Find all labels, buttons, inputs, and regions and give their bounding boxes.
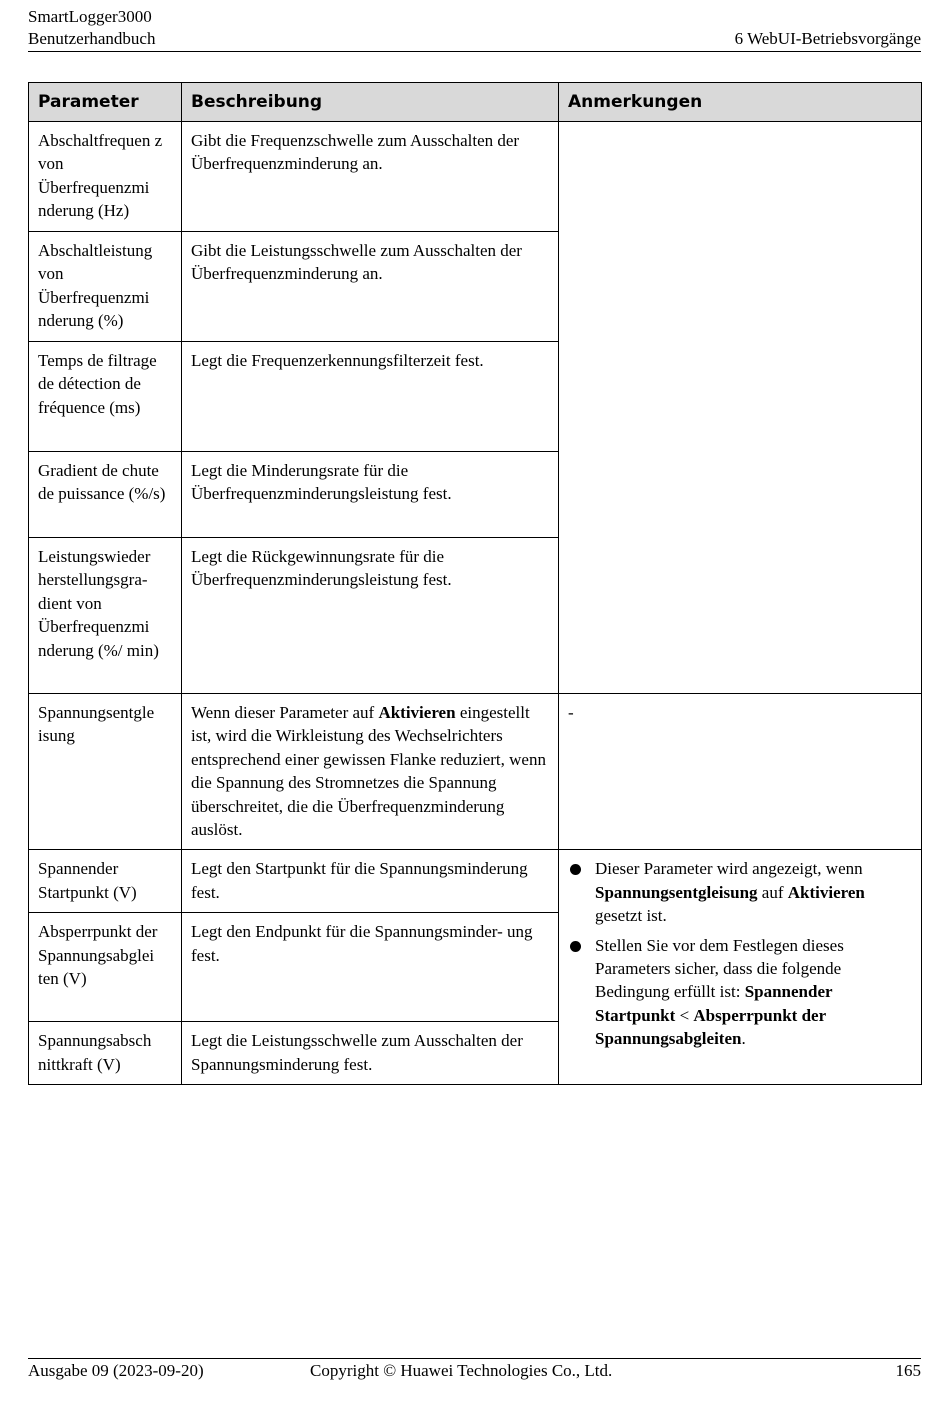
remarks-bullet: Stellen Sie vor dem Festlegen dieses Parameters sicher, dass die folgende Bedingung erfüllt ist: Spannender Startpunkt < Absperrpunkt der Spannungsabgleiten. — [568, 934, 912, 1051]
bullet-dot-icon — [570, 941, 581, 952]
remarks-cell-empty — [559, 122, 922, 694]
description-cell: Legt die Minderungsrate für die Überfrequenzminderungsleistung fest. — [182, 452, 559, 538]
description-cell: Legt den Startpunkt für die Spannungsminderung fest. — [182, 850, 559, 913]
remarks-cell: - — [559, 694, 922, 850]
parameter-cell: Spannungsabsch nittkraft (V) — [29, 1022, 182, 1085]
parameter-cell: Abschaltleistung von Überfrequenzmi nderung (%) — [29, 232, 182, 342]
edition-label: Ausgabe 09 (2023-09-20) — [28, 1361, 204, 1380]
parameter-cell: Gradient de chute de puissance (%/s) — [29, 452, 182, 538]
column-header-parameter: Parameter — [29, 83, 182, 122]
remarks-bullet-list — [568, 857, 912, 1050]
description-cell: Legt die Rückgewinnungsrate für die Überfrequenzminderungsleistung fest. — [182, 538, 559, 694]
description-keyword: Aktivieren — [378, 703, 456, 722]
table-row — [29, 850, 922, 913]
bullet-dot-icon — [570, 864, 581, 875]
parameter-cell: Leistungswieder herstellungsgra- dient von Überfrequenzmi nderung (%/ min) — [29, 538, 182, 694]
parameter-cell: Temps de filtrage de détection de fréquence (ms) — [29, 342, 182, 452]
description-cell: Legt die Leistungsschwelle zum Ausschalten der Spannungsminderung fest. — [182, 1022, 559, 1085]
copyright-label: Copyright © Huawei Technologies Co., Ltd. — [310, 1361, 613, 1380]
table-header-row — [29, 83, 922, 122]
parameter-cell: Abschaltfrequen z von Überfrequenzmi nderung (Hz) — [29, 122, 182, 232]
parameter-cell: Spannungsentgle isung — [29, 694, 182, 850]
column-header-remarks: Anmerkungen — [559, 83, 922, 122]
remarks-bullet: Dieser Parameter wird angezeigt, wenn Spannungsentgleisung auf Aktivieren gesetzt ist. — [568, 857, 912, 927]
description-cell: Gibt die Leistungsschwelle zum Ausschalten der Überfrequenzminderung an. — [182, 232, 559, 342]
running-header-left — [28, 6, 155, 50]
description-cell: Legt die Frequenzerkennungsfilterzeit fest. — [182, 342, 559, 452]
description-text: Wenn dieser Parameter auf — [191, 703, 379, 722]
remarks-cell-voltage — [559, 850, 922, 1085]
footer-divider — [28, 1358, 921, 1359]
column-header-description: Beschreibung — [182, 83, 559, 122]
parameter-cell: Absperrpunkt der Spannungsabglei ten (V) — [29, 913, 182, 1022]
parameter-cell: Spannender Startpunkt (V) — [29, 850, 182, 913]
page-number: 165 — [895, 1361, 921, 1380]
parameter-table — [28, 82, 922, 1085]
product-name: SmartLogger3000 — [28, 7, 152, 26]
table-row — [29, 694, 922, 850]
description-text: eingestellt ist, wird die Wirkleistung des Wechselrichters entsprechend einer gewissen Flanke reduziert, wenn die Spannung des Stromnetzes die Spannung überschreitet, die die Überfrequenzminderung auslöst. — [191, 703, 546, 840]
table-row — [29, 122, 922, 232]
description-cell: Legt den Endpunkt für die Spannungsminder- ung fest. — [182, 913, 559, 1022]
description-cell — [182, 694, 559, 850]
chapter-title: 6 WebUI-Betriebsvorgänge — [734, 29, 921, 48]
manual-name: Benutzerhandbuch — [28, 29, 156, 48]
description-cell: Gibt die Frequenzschwelle zum Ausschalten der Überfrequenzminderung an. — [182, 122, 559, 232]
header-divider — [28, 51, 921, 52]
